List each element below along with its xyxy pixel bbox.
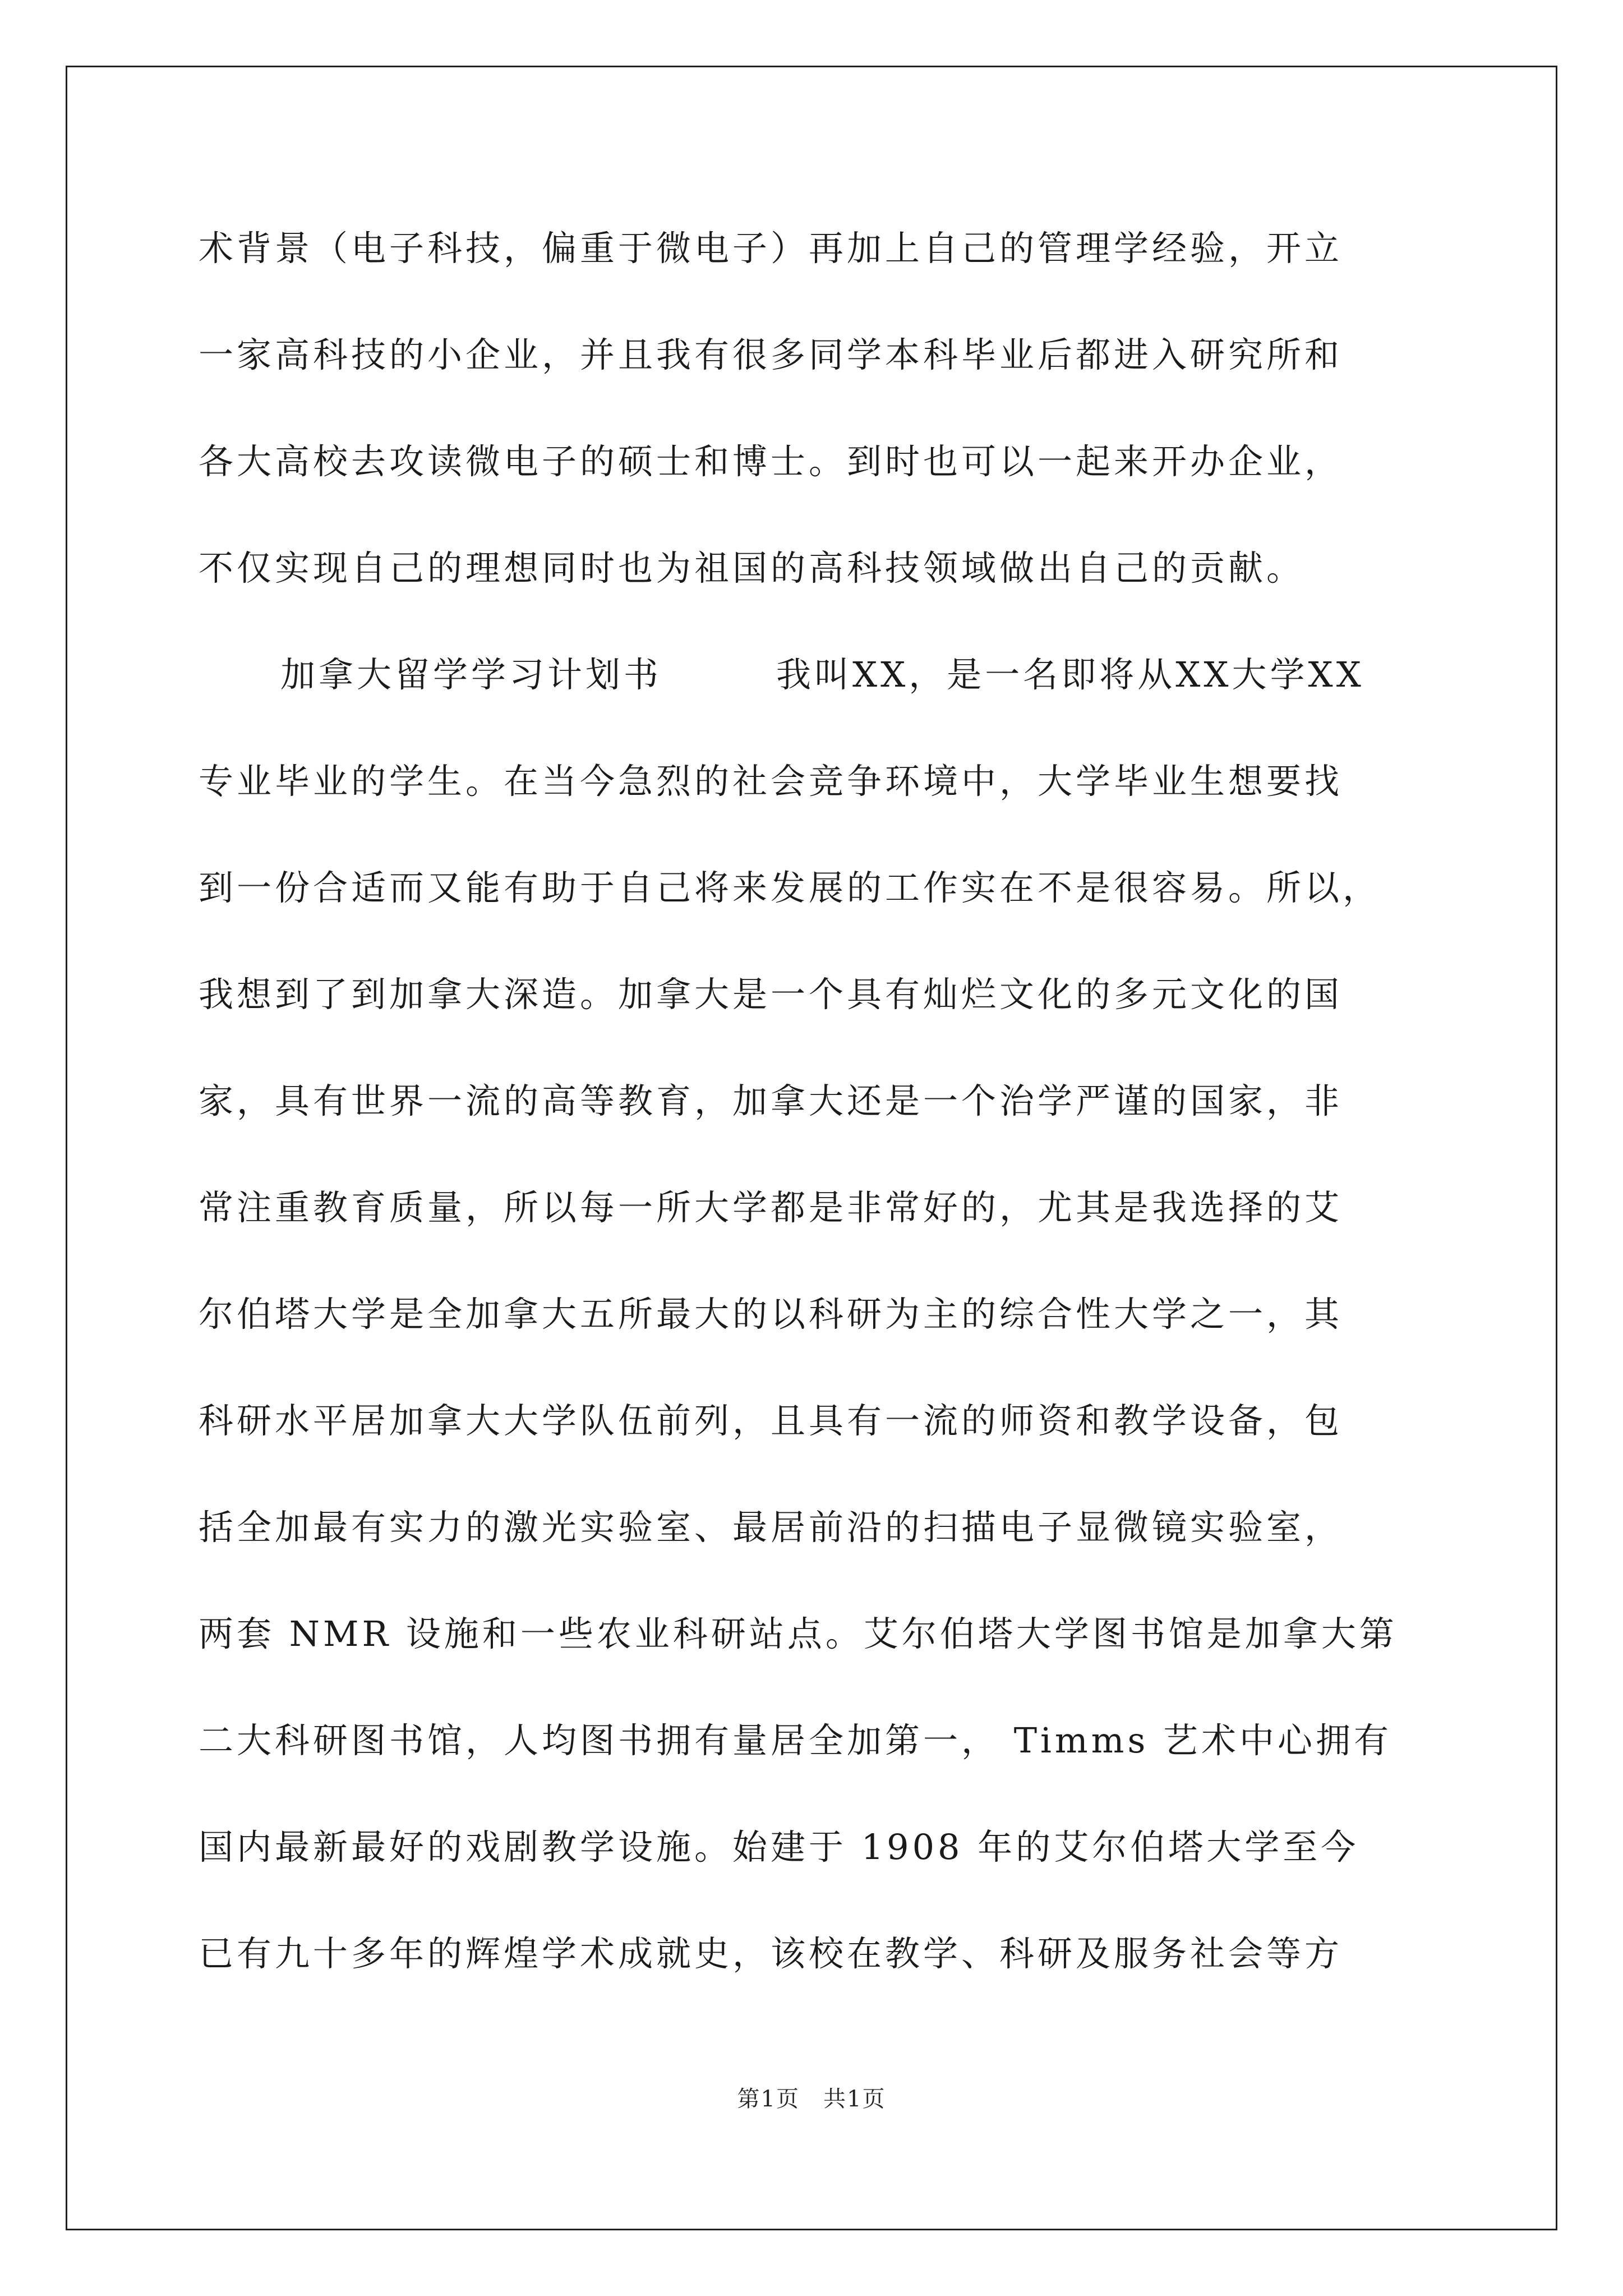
text-line: 已有九十多年的辉煌学术成就史，该校在教学、科研及服务社会等方 [199,1933,1343,1974]
text-line: 括全加最有实力的激光实验室、最居前沿的扫描电子显微镜实验室， [199,1507,1343,1548]
text-line: 术背景（电子科技，偏重于微电子）再加上自己的管理学经验，开立 [199,228,1343,269]
text-line: 家，具有世界一流的高等教育，加拿大还是一个治学严谨的国家，非 [199,1080,1343,1121]
text-line: 专业毕业的学生。在当今急烈的社会竞争环境中，大学毕业生想要找 [199,761,1343,802]
text-line: 一家高科技的小企业，并且我有很多同学本科毕业后都进入研究所和 [199,334,1343,375]
paragraph-start-line: 加拿大留学学习计划书 我叫XX，是一名即将从XX大学XX [280,654,1364,695]
text-line: 我想到了到加拿大深造。加拿大是一个具有灿烂文化的多元文化的国 [199,974,1343,1015]
text-line: 各大高校去攻读微电子的硕士和博士。到时也可以一起来开办企业， [199,441,1343,482]
text-line: 到一份合适而又能有助于自己将来发展的工作实在不是很容易。所以， [199,867,1381,908]
text-line: 尔伯塔大学是全加拿大五所最大的以科研为主的综合性大学之一，其 [199,1294,1343,1335]
page-number-footer: 第1页 共1页 [737,2086,886,2112]
text-line: 国内最新最好的戏剧教学设施。始建于 1908 年的艾尔伯塔大学至今 [199,1826,1359,1867]
document-body [199,212,1455,2024]
text-line: 科研水平居加拿大大学队伍前列，且具有一流的师资和教学设备，包 [199,1400,1343,1441]
text-line: 二大科研图书馆，人均图书拥有量居全加第一， Timms 艺术中心拥有 [199,1720,1392,1761]
text-line: 两套 NMR 设施和一些农业科研站点。艾尔伯塔大学图书馆是加拿大第 [199,1613,1398,1654]
text-line: 不仅实现自己的理想同时也为祖国的高科技领域做出自己的贡献。 [199,547,1305,588]
text-line: 常注重教育质量，所以每一所大学都是非常好的，尤其是我选择的艾 [199,1187,1343,1228]
